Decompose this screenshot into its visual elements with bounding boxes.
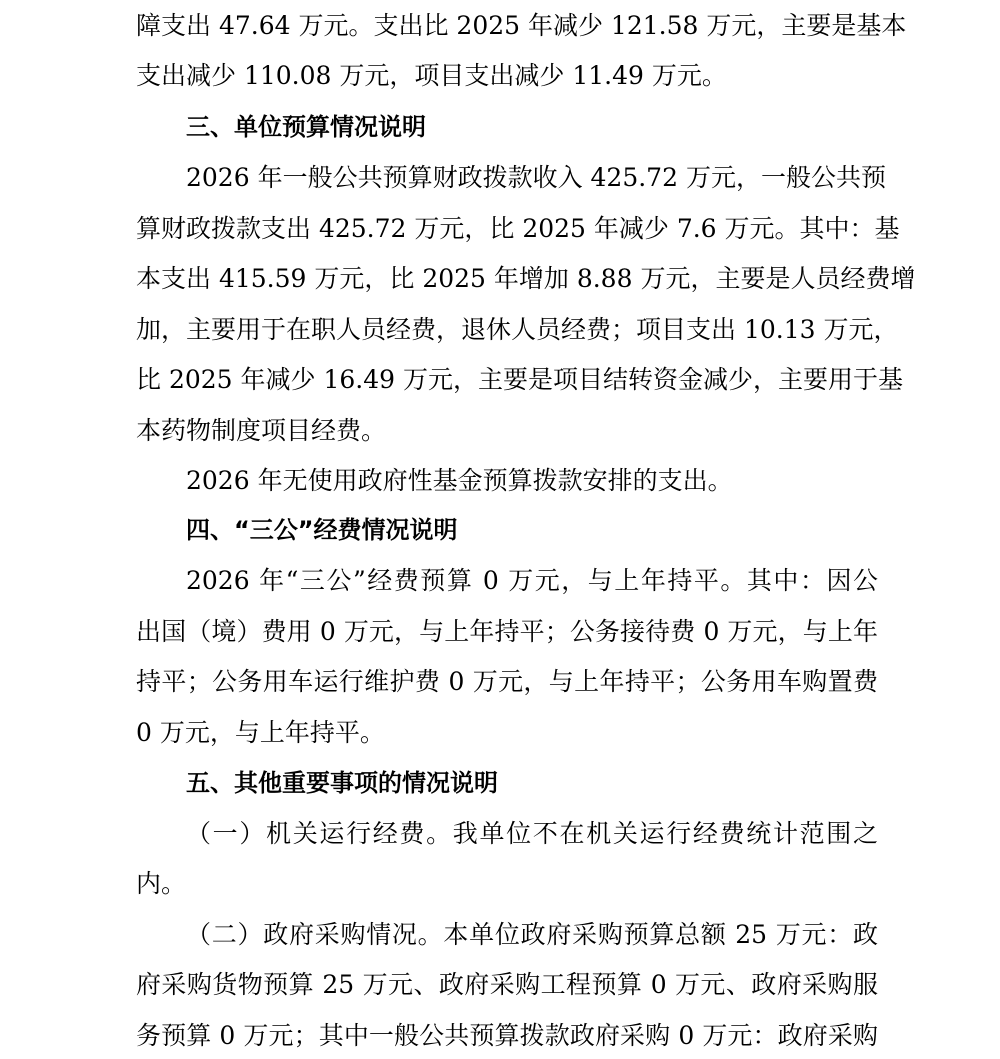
paragraph-line: 内。 — [136, 869, 187, 898]
paragraph-line: 2026 年无使用政府性基金预算拨款安排的支出。 — [186, 466, 733, 495]
section-heading: 五、其他重要事项的情况说明 — [186, 769, 498, 797]
paragraph-line: 出国（境）费用 0 万元，与上年持平；公务接待费 0 万元，与上年 — [136, 617, 878, 646]
paragraph-line: 障支出 47.64 万元。支出比 2025 年减少 121.58 万元，主要是基本 — [136, 11, 907, 40]
paragraph-line: 2026 年“三公”经费预算 0 万元，与上年持平。其中：因公 — [186, 566, 878, 595]
paragraph-line: 本支出 415.59 万元，比 2025 年增加 8.88 万元，主要是人员经费增 — [136, 264, 916, 293]
paragraph-line: 2026 年一般公共预算财政拨款收入 425.72 万元，一般公共预 — [186, 163, 886, 192]
paragraph-line: 算财政拨款支出 425.72 万元，比 2025 年减少 7.6 万元。其中：基 — [136, 214, 900, 243]
section-heading: 四、“三公”经费情况说明 — [186, 516, 458, 544]
paragraph-line: 0 万元，与上年持平。 — [136, 718, 385, 747]
paragraph-line: 本药物制度项目经费。 — [136, 416, 387, 445]
paragraph-line: （二）政府采购情况。本单位政府采购预算总额 25 万元：政 — [186, 920, 878, 949]
paragraph-line: 府采购货物预算 25 万元、政府采购工程预算 0 万元、政府采购服 — [136, 970, 878, 999]
paragraph-line: 务预算 0 万元；其中一般公共预算拨款政府采购 0 万元：政府采购 — [136, 1021, 878, 1050]
paragraph-line: （一）机关运行经费。我单位不在机关运行经费统计范围之 — [186, 819, 878, 848]
paragraph-line: 支出减少 110.08 万元，项目支出减少 11.49 万元。 — [136, 61, 727, 90]
section-heading: 三、单位预算情况说明 — [186, 113, 426, 141]
paragraph-line: 持平；公务用车运行维护费 0 万元，与上年持平；公务用车购置费 — [136, 667, 878, 696]
paragraph-line: 比 2025 年减少 16.49 万元，主要是项目结转资金减少，主要用于基 — [136, 365, 903, 394]
paragraph-line: 加，主要用于在职人员经费，退休人员经费；项目支出 10.13 万元， — [136, 315, 899, 344]
